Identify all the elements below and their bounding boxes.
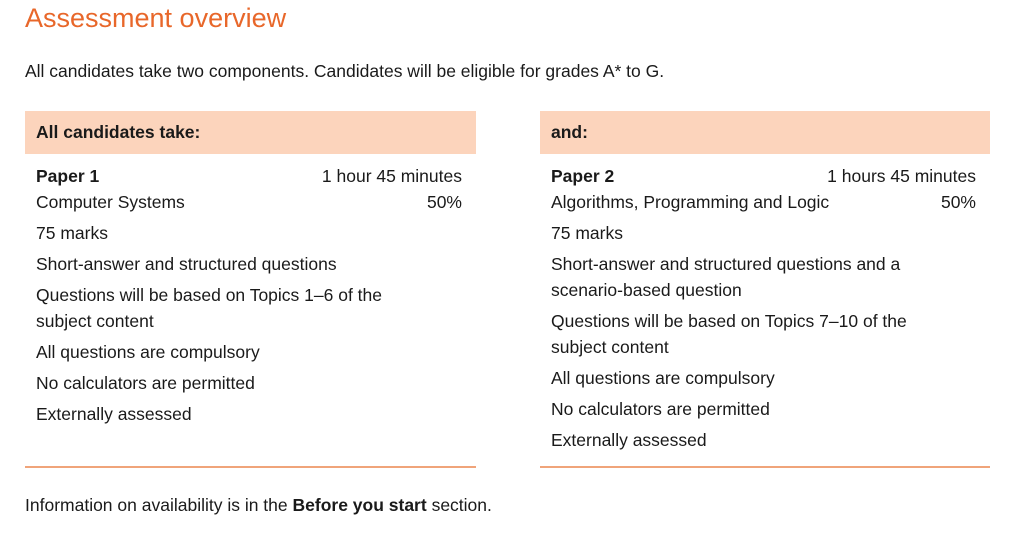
list-item: All questions are compulsory [551, 368, 775, 388]
paper-title-row [36, 163, 462, 189]
list-item: Short-answer and structured questions and a scenario-based question [551, 254, 901, 300]
footer-text-after: section. [426, 495, 492, 515]
list-item: Questions will be based on Topics 1–6 of the subject content [36, 285, 383, 331]
intro-text: All candidates take two components. Candidates will be eligible for grades A* to G. [25, 61, 665, 81]
page-title: Assessment overview [25, 3, 287, 33]
footer-text-before: Information on availability is in the [25, 495, 293, 515]
list-item: Questions will be based on Topics 7–10 of the subject content [551, 311, 907, 357]
divider [540, 466, 990, 468]
component-name: Algorithms, Programming and Logic [551, 192, 830, 212]
paper-1-panel [25, 111, 476, 427]
list-item: 75 marks [551, 223, 623, 243]
panel-body [25, 154, 476, 427]
component-row [36, 189, 462, 215]
component-row [551, 189, 976, 215]
list-item: Short-answer and structured questions [36, 254, 337, 274]
list-item: All questions are compulsory [36, 342, 260, 362]
panel-body [540, 154, 990, 453]
paper-duration: 1 hour 45 minutes [321, 166, 462, 186]
list-item: 75 marks [36, 223, 108, 243]
list-item: Externally assessed [36, 404, 192, 424]
paper-name: Paper 1 [36, 166, 100, 186]
paper-2-panel [540, 111, 990, 453]
paper-name: Paper 2 [551, 166, 615, 186]
paper-duration: 1 hours 45 minutes [827, 166, 976, 186]
component-weighting: 50% [940, 192, 976, 212]
before-you-start-reference: Before you start [292, 495, 427, 515]
list-item: No calculators are permitted [551, 399, 770, 419]
list-item: No calculators are permitted [36, 373, 255, 393]
list-item: Externally assessed [551, 430, 707, 450]
divider [25, 466, 476, 468]
component-weighting: 50% [426, 192, 462, 212]
panel-header: All candidates take: [25, 111, 476, 154]
availability-note [25, 493, 492, 517]
panel-header: and: [540, 111, 990, 154]
paper-title-row [551, 163, 976, 189]
component-name: Computer Systems [36, 192, 185, 212]
